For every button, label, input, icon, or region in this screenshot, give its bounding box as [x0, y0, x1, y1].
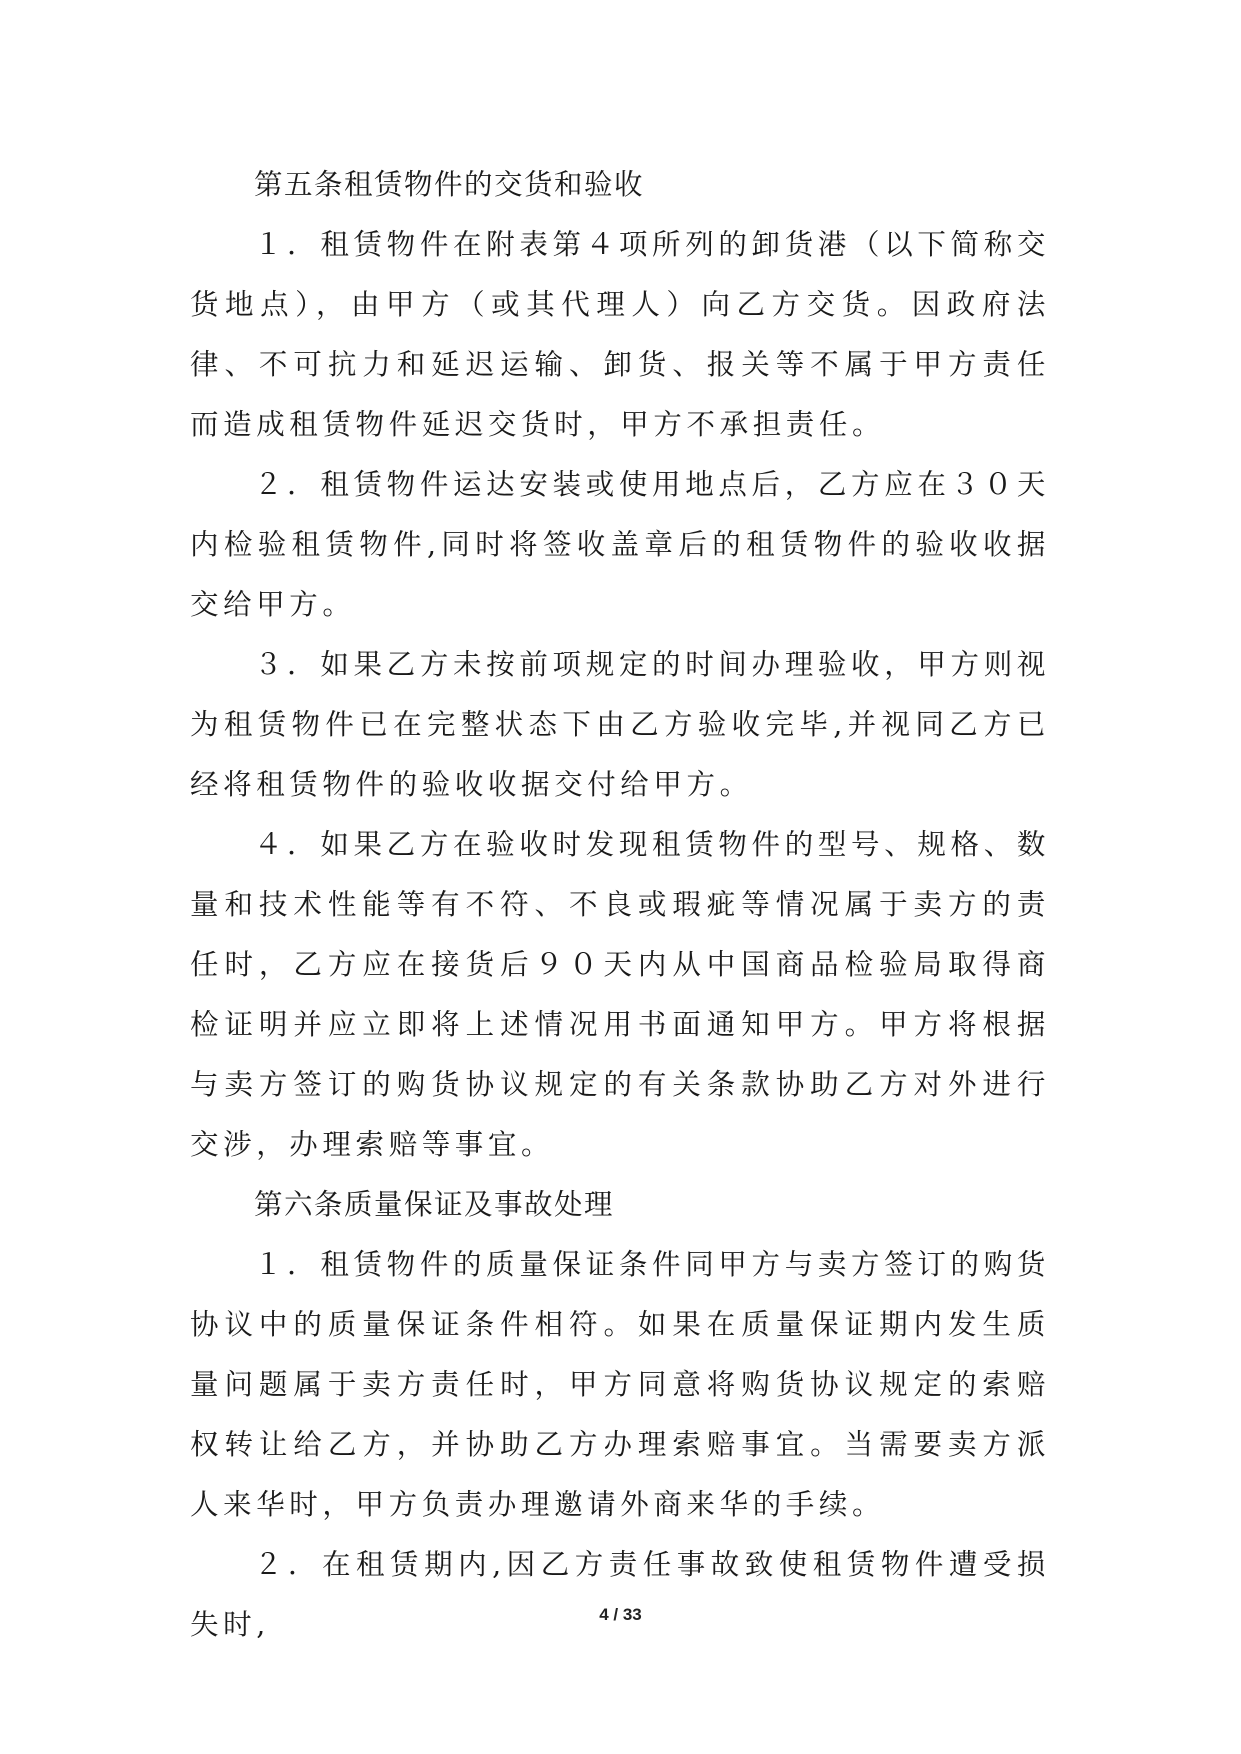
page-number: 4 / 33: [599, 1605, 642, 1624]
clause-paragraph: ４．如果乙方在验收时发现租赁物件的型号、规格、数量和技术性能等有不符、不良或瑕疵等情况属于卖方的责任时，乙方应在接货后９０天内从中国商品检验局取得商检证明并应立即将上述情况用书面通知甲方。甲方将根据与卖方签订的购货协议规定的有关条款协助乙方对外进行交涉，办理索赔等事宜。: [190, 828, 1050, 1161]
clause-paragraph: １．租赁物件在附表第４项所列的卸货港（以下简称交货地点），由甲方（或其代理人）向乙方交货。因政府法律、不可抗力和延迟运输、卸货、报关等不属于甲方责任而造成租赁物件延迟交货时，甲方不承担责任。: [190, 228, 1050, 441]
document-body: [190, 155, 1050, 1655]
clause-paragraph: １．租赁物件的质量保证条件同甲方与卖方签订的购货协议中的质量保证条件相符。如果在质量保证期内发生质量问题属于卖方责任时，甲方同意将购货协议规定的索赔权转让给乙方，并协助乙方办理索赔事宜。当需要卖方派人来华时，甲方负责办理邀请外商来华的手续。: [190, 1248, 1050, 1521]
article-heading: 第六条质量保证及事故处理: [254, 1188, 615, 1221]
article-heading: 第五条租赁物件的交货和验收: [254, 168, 645, 201]
clause-paragraph: ２．租赁物件运达安装或使用地点后，乙方应在３０天内检验租赁物件,同时将签收盖章后的租赁物件的验收收据交给甲方。: [190, 468, 1050, 621]
clause-paragraph: ３．如果乙方未按前项规定的时间办理验收，甲方则视为租赁物件已在完整状态下由乙方验收完毕,并视同乙方已经将租赁物件的验收收据交付给甲方。: [190, 648, 1050, 801]
clause-paragraph: ２．在租赁期内,因乙方责任事故致使租赁物件遭受损失时,: [190, 1548, 1050, 1641]
